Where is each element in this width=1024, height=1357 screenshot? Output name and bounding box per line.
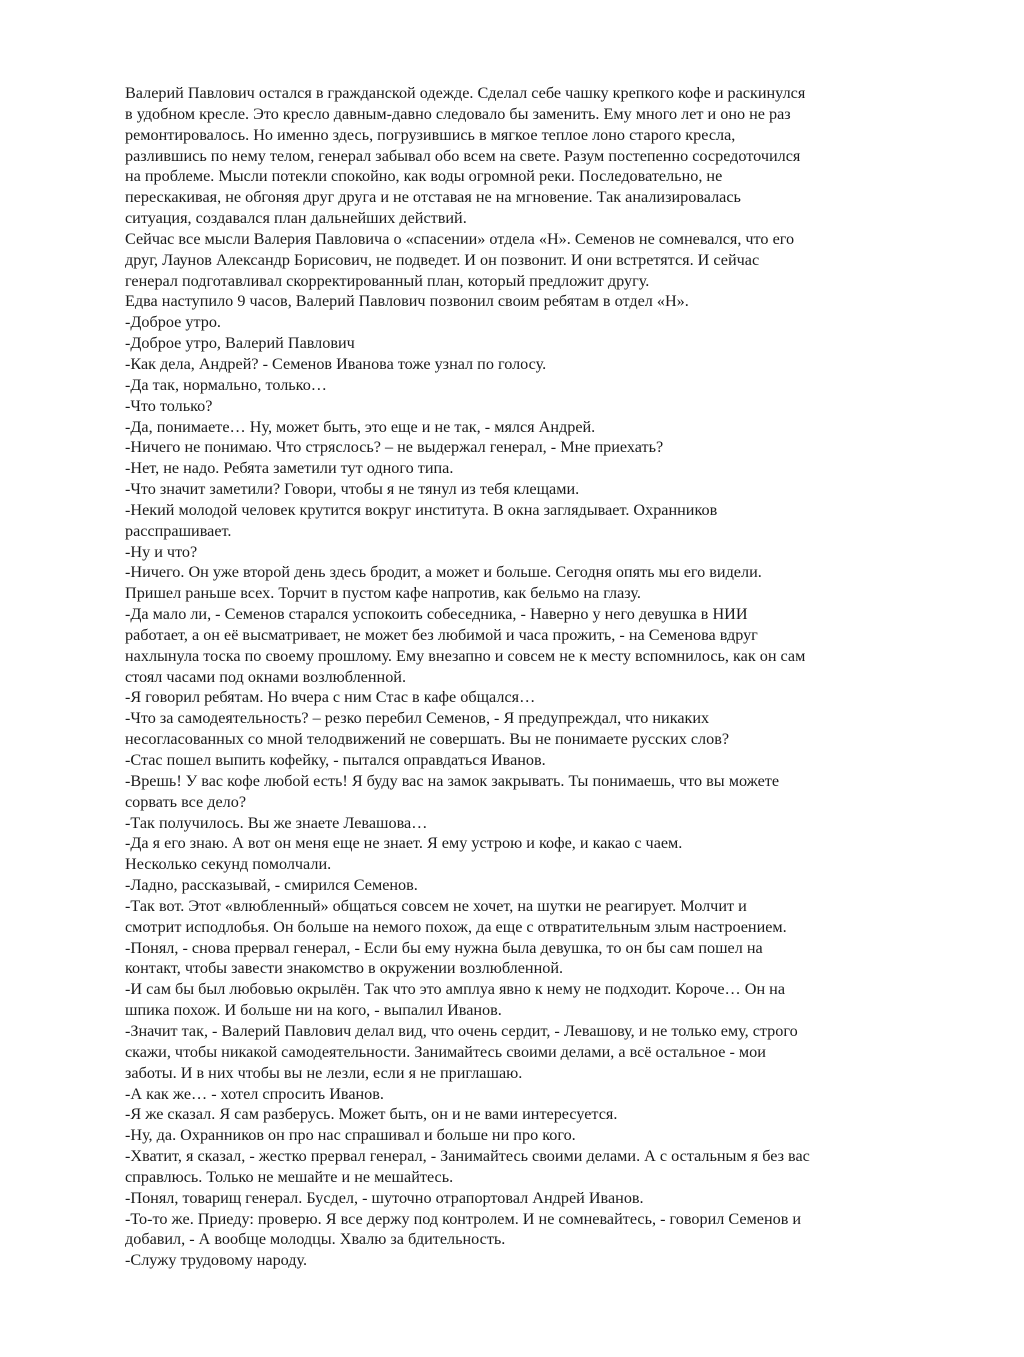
text-line: -Доброе утро. (125, 313, 221, 332)
text-line: -То-то же. Приеду: проверю. Я все держу под контролем. И не сомневайтесь, - говорил Семенов и (125, 1209, 802, 1228)
text-line: на проблеме. Мысли потекли спокойно, как воды огромной реки. Последовательно, не (125, 167, 723, 186)
text-line: -Стас пошел выпить кофейку, - пытался оправдаться Иванов. (125, 751, 546, 769)
text-line: -Ну, да. Охранников он про нас спрашивал и больше ни про кого. (125, 1126, 576, 1145)
text-line: -Нет, не надо. Ребята заметили тут одного типа. (125, 459, 454, 478)
text-line: генерал подготавливал скорректированный план, который предложит другу. (125, 271, 650, 290)
text-line: Валерий Павлович остался в гражданской одежде. Сделал себе чашку крепкого кофе и раскинулся (125, 84, 806, 102)
text-line: Сейчас все мысли Валерия Павловича о «спасении» отдела «Н». Семенов не сомневался, что его (125, 229, 795, 248)
text-line: -Да я его знаю. А вот он меня еще не знает. Я ему устрою и кофе, и какао с чаем. (125, 834, 683, 853)
text-line: -Я же сказал. Я сам разберусь. Может быть, он и не вами интересуется. (125, 1105, 618, 1124)
text-line: ситуация, создавался план дальнейших действий. (125, 209, 467, 228)
text-line: -И сам бы был любовью окрылён. Так что это амплуа явно к нему не подходит. Короче… Он на (125, 980, 786, 999)
text-line: -Что значит заметили? Говори, чтобы я не тянул из тебя клещами. (125, 480, 580, 499)
text-line: -Ничего не понимаю. Что стряслось? – не выдержал генерал, - Мне приехать? (125, 438, 664, 457)
text-line: нахлынула тоска по своему прошлому. Ему внезапно и совсем не к месту вспомнилось, как он сам (125, 646, 806, 665)
text-line: -Ладно, рассказывай, - смирился Семенов. (125, 876, 418, 895)
text-line: в удобном кресле. Это кресло давным-давно следовало бы заменить. Ему много лет и оно не раз (125, 104, 791, 123)
text-line: справлюсь. Только не мешайте и не мешайтесь. (125, 1167, 454, 1186)
text-line: -Понял, товарищ генерал. Бусдел, - шуточно отрапортовал Андрей Иванов. (125, 1188, 644, 1207)
text-line: разлившись по нему телом, генерал забывал обо всем на свете. Разум постепенно сосредоточился (125, 146, 801, 165)
text-line: -Ничего. Он уже второй день здесь бродит, а может и больше. Сегодня опять мы его видели. (125, 563, 762, 582)
text-line: -А как же… - хотел спросить Иванов. (125, 1084, 384, 1103)
text-line: контакт, чтобы завести знакомство в окружении возлюбленной. (125, 959, 564, 978)
text-line: шпика похож. И больше ни на кого, - выпалил Иванов. (125, 1001, 502, 1020)
text-line: -Так получилось. Вы же знаете Левашова… (125, 813, 428, 832)
text-line: друг, Лаунов Александр Борисович, не подведет. И он позвонит. И они встретятся. И сейчас (125, 250, 760, 269)
document-body-text (125, 83, 900, 1271)
text-line: смотрит исподлобья. Он больше на немого похож, да еще с отвратительным злым настроением. (125, 917, 787, 936)
text-line: -Некий молодой человек крутится вокруг института. В окна заглядывает. Охранников (125, 500, 718, 519)
text-line: сорвать все дело? (125, 792, 247, 811)
text-line: -Хватит, я сказал, - жестко прервал генерал, - Занимайтесь своими делами. А с остальным я без вас (125, 1147, 810, 1166)
text-line: ремонтировалось. Но именно здесь, погрузившись в мягкое теплое лоно старого кресла, (125, 125, 736, 144)
text-line: -Понял, - снова прервал генерал, - Если бы ему нужна была девушка, то он бы сам пошел на (125, 938, 763, 957)
text-line: Пришел раньше всех. Торчит в пустом кафе напротив, как бельмо на глазу. (125, 584, 641, 603)
text-line: -Я говорил ребятам. Но вчера с ним Стас в кафе общался… (125, 688, 536, 707)
text-line: -Врешь! У вас кофе любой есть! Я буду вас на замок закрывать. Ты понимаешь, что вы можете (125, 771, 780, 790)
text-line: -Да мало ли, - Семенов старался успокоить собеседника, - Наверно у него девушка в НИИ (125, 605, 748, 624)
text-line: заботы. И в них чтобы вы не лезли, если я не приглашаю. (125, 1063, 523, 1082)
text-line: добавил, - А вообще молодцы. Хвалю за бдительность. (125, 1230, 506, 1249)
text-line: -Ну и что? (125, 542, 198, 561)
text-line: Едва наступило 9 часов, Валерий Павлович позвонил своим ребятам в отдел «Н». (125, 292, 689, 311)
text-line: -Что за самодеятельность? – резко перебил Семенов, - Я предупреждал, что никаких (125, 709, 710, 728)
text-line: -Что только? (125, 396, 213, 415)
text-line: -Так вот. Этот «влюбленный» общаться совсем не хочет, на шутки не реагирует. Молчит и (125, 896, 747, 915)
text-line: перескакивая, не обгоняя друг друга и не отставая не на мгновение. Так анализировалась (125, 188, 741, 207)
text-line: скажи, чтобы никакой самодеятельности. Занимайтесь своими делами, а всё остальное - мои (125, 1042, 766, 1061)
text-line: -Как дела, Андрей? - Семенов Иванова тоже узнал по голосу. (125, 354, 547, 373)
text-line: -Доброе утро, Валерий Павлович (125, 334, 355, 353)
text-line: -Служу трудовому народу. (125, 1251, 308, 1270)
text-line: несогласованных со мной телодвижений не совершать. Вы не понимаете русских слов? (125, 730, 730, 749)
text-line: -Значит так, - Валерий Павлович делал вид, что очень сердит, - Левашову, и не только ему, строго (125, 1021, 798, 1040)
text-line: Несколько секунд помолчали. (125, 855, 332, 874)
text-line: -Да, понимаете… Ну, может быть, это еще и не так, - мялся Андрей. (125, 417, 596, 436)
text-line: работает, а он её высматривает, не может без любимой и часа прожить, - на Семенова вдруг (125, 625, 758, 644)
text-line: стоял часами под окнами возлюбленной. (125, 667, 406, 686)
text-line: расспрашивает. (125, 521, 232, 540)
text-line: -Да так, нормально, только… (125, 375, 327, 394)
